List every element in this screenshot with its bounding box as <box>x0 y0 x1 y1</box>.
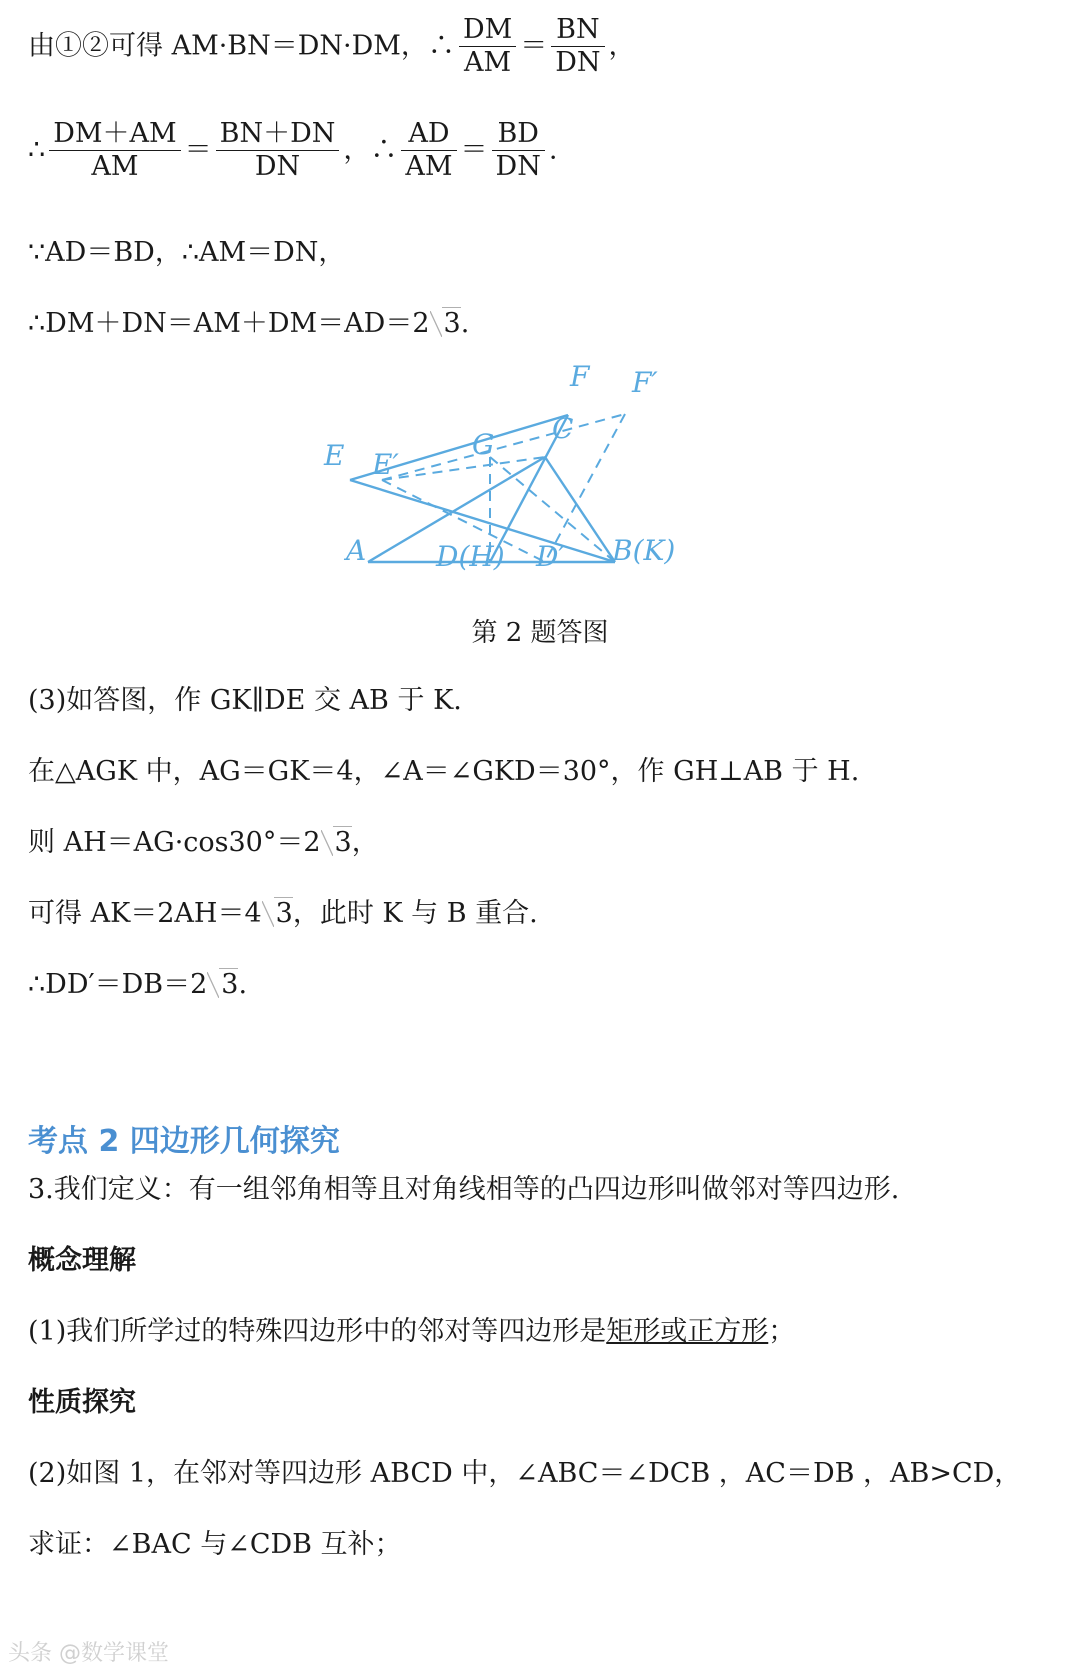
text: ，此时 K 与 B 重合. <box>292 898 538 929</box>
part3-line-1: (3)如答图，作 GK∥DE 交 AB 于 K. <box>28 685 462 716</box>
equals: ＝ <box>184 134 212 166</box>
radicand: 3 <box>334 827 352 858</box>
therefore-symbol: ∴ <box>28 134 46 166</box>
question-3-1 <box>28 1315 795 1349</box>
concept-heading: 概念理解 <box>28 1245 136 1276</box>
part3-line-4 <box>28 897 538 931</box>
sqrt-symbol <box>430 307 461 341</box>
dashed-EpC <box>382 457 545 480</box>
sqrt-symbol <box>207 968 238 1002</box>
text: . <box>548 134 558 166</box>
radicand: 3 <box>443 308 461 339</box>
fraction <box>551 14 604 79</box>
geometry-figure <box>324 360 730 620</box>
proof-line-4 <box>28 307 469 341</box>
numerator: BD <box>492 118 545 151</box>
label-C: C <box>552 412 574 445</box>
section-title: 考点 2 四边形几何探究 <box>28 1124 340 1159</box>
proof-line-1 <box>28 14 636 79</box>
fraction <box>216 118 340 183</box>
sqrt-symbol <box>321 826 352 860</box>
label-E: E <box>324 439 345 472</box>
numerator: DM＋AM <box>49 118 180 151</box>
fraction <box>459 14 516 79</box>
figure-caption: 第 2 题答图 <box>471 618 609 648</box>
numerator: BN <box>551 14 604 47</box>
label-F-prime: F′ <box>632 366 658 399</box>
fraction <box>492 118 545 183</box>
denominator: AM <box>405 151 453 182</box>
property-heading: 性质探究 <box>28 1387 136 1418</box>
question-3-2-proof: 求证：∠BAC 与∠CDB 互补； <box>28 1529 402 1560</box>
text: ，∴ <box>343 134 398 166</box>
denominator: DN <box>555 47 601 78</box>
label-B-K: B(K) <box>612 534 676 567</box>
denominator: AM <box>91 151 139 182</box>
proof-line-2 <box>28 118 557 183</box>
denominator: AM <box>464 47 512 78</box>
text: (1)我们所学过的特殊四边形中的邻对等四边形是 <box>28 1316 607 1347</box>
label-D-prime: D′ <box>536 540 565 573</box>
question-3: 3.我们定义：有一组邻角相等且对角线相等的凸四边形叫做邻对等四边形. <box>28 1174 900 1205</box>
radicand: 3 <box>221 969 239 1000</box>
answer-text: 矩形或正方形 <box>606 1316 769 1347</box>
part3-line-3 <box>28 826 379 860</box>
radicand: 3 <box>275 898 293 929</box>
label-F: F <box>570 360 590 393</box>
fraction <box>49 118 180 183</box>
text: 由①②可得 AM·BN＝DN·DM，∴ <box>28 30 455 62</box>
text: . <box>460 308 470 339</box>
watermark: 头条 @数学课堂 <box>8 1641 169 1666</box>
label-G: G <box>472 428 495 461</box>
label-D-H: D(H) <box>436 540 505 573</box>
numerator: AD <box>401 118 456 151</box>
part3-line-5 <box>28 968 247 1002</box>
text: ； <box>768 1316 796 1347</box>
question-3-2: (2)如图 1，在邻对等四边形 ABCD 中，∠ABC＝∠DCB ，AC＝DB ，AB>CD， <box>28 1458 1022 1489</box>
label-A: A <box>346 534 367 567</box>
dashed-EpFp <box>382 414 625 480</box>
text: 则 AH＝AG·cos30°＝2 <box>28 827 321 858</box>
part3-line-2: 在△AGK 中，AG＝GK＝4，∠A＝∠GKD＝30°，作 GH⊥AB 于 H. <box>28 756 860 787</box>
proof-line-3: ∵AD＝BD，∴AM＝DN， <box>28 237 346 268</box>
numerator: BN＋DN <box>216 118 340 151</box>
fraction <box>401 118 456 183</box>
numerator: DM <box>459 14 516 47</box>
denominator: DN <box>495 151 541 182</box>
text: 可得 AK＝2AH＝4 <box>28 898 262 929</box>
sqrt-symbol <box>262 897 293 931</box>
text: ∴DM＋DN＝AM＋DM＝AD＝2 <box>28 308 430 339</box>
text: ∴DD′＝DB＝2 <box>28 969 208 1000</box>
text: ， <box>351 827 379 858</box>
label-E-prime: E′ <box>372 448 399 481</box>
text: ， <box>608 30 636 62</box>
equals: ＝ <box>460 134 488 166</box>
denominator: DN <box>254 151 301 182</box>
text: . <box>238 969 248 1000</box>
equals: ＝ <box>520 30 548 62</box>
